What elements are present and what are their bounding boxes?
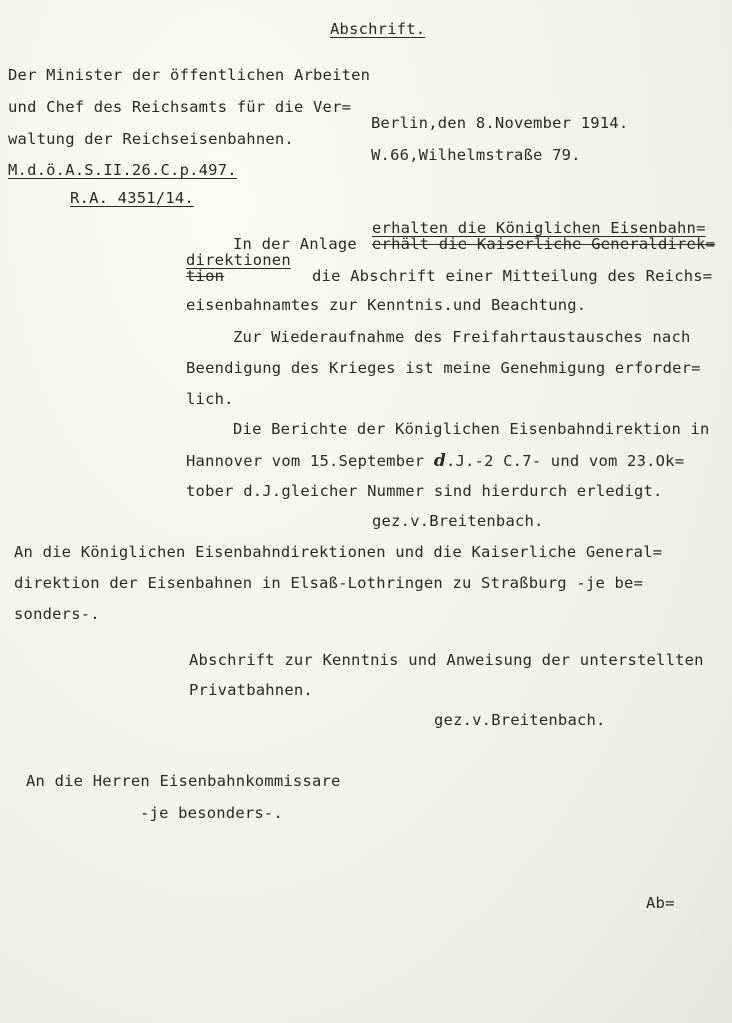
addressees-line-2: direktion der Eisenbahnen in Elsaß-Lothringen zu Straßburg -je be= <box>14 574 644 592</box>
second-note-line-2: Privatbahnen. <box>189 681 313 699</box>
signature-1: gez.v.Breitenbach. <box>372 512 544 530</box>
insertion-direktionen: direktionen <box>186 251 291 269</box>
address: W.66,Wilhelmstraße 79. <box>371 146 581 164</box>
sender-line-3: waltung der Reichseisenbahnen. <box>8 130 294 148</box>
sender-line-2: und Chef des Reichsamts für die Ver= <box>8 98 352 116</box>
place-date: Berlin,den 8.November 1914. <box>371 114 629 132</box>
paragraph-2-line-1: Zur Wiederaufnahme des Freifahrtaustausches nach <box>233 328 691 346</box>
paragraph-2-line-2: Beendigung des Krieges ist meine Genehmigung erforder= <box>186 359 701 377</box>
reference-number-2: R.A. 4351/14. <box>70 189 194 207</box>
paragraph-3-line-2 <box>186 451 684 471</box>
struck-text-2: tion <box>186 267 225 285</box>
handwritten-insertion-top: erhalten die Königlichen Eisenbahn= <box>372 219 706 237</box>
reference-number-1: M.d.ö.A.S.II.26.C.p.497. <box>8 161 237 179</box>
paragraph-1-line-2: die Abschrift einer Mitteilung des Reichs= <box>312 267 713 285</box>
paragraph-1-line-3: eisenbahnamtes zur Kenntnis.und Beachtung. <box>186 296 587 314</box>
paragraph-3-line-2-b: .J.-2 C.7- und vom 23.Ok= <box>445 452 685 470</box>
paragraph-2-line-3: lich. <box>186 390 234 408</box>
paragraph-3-line-2-a: Hannover vom 15.September <box>186 452 425 470</box>
paragraph-3-line-1: Die Berichte der Königlichen Eisenbahndirektion in <box>233 420 710 438</box>
addressees-2-line-1: An die Herren Eisenbahnkommissare <box>26 772 341 790</box>
paragraph-1-line-1-prefix: In der Anlage <box>233 235 357 253</box>
document-title: Abschrift. <box>330 20 426 38</box>
addressees-2-line-2: -je besonders-. <box>140 804 283 822</box>
second-note-line-1: Abschrift zur Kenntnis und Anweisung der unterstellten <box>189 651 704 669</box>
sender-line-1: Der Minister der öffentlichen Arbeiten <box>8 66 371 84</box>
addressees-line-3: sonders-. <box>14 605 100 623</box>
page-continuation: Ab= <box>646 894 675 912</box>
signature-2: gez.v.Breitenbach. <box>434 711 606 729</box>
paragraph-3-line-3: tober d.J.gleicher Nummer sind hierdurch erledigt. <box>186 482 663 500</box>
handwritten-correction: d <box>433 451 446 471</box>
addressees-line-1: An die Königlichen Eisenbahndirektionen und die Kaiserliche General= <box>14 543 663 561</box>
struck-text-1: erhält die Kaiserliche Generaldirek= <box>372 235 716 253</box>
